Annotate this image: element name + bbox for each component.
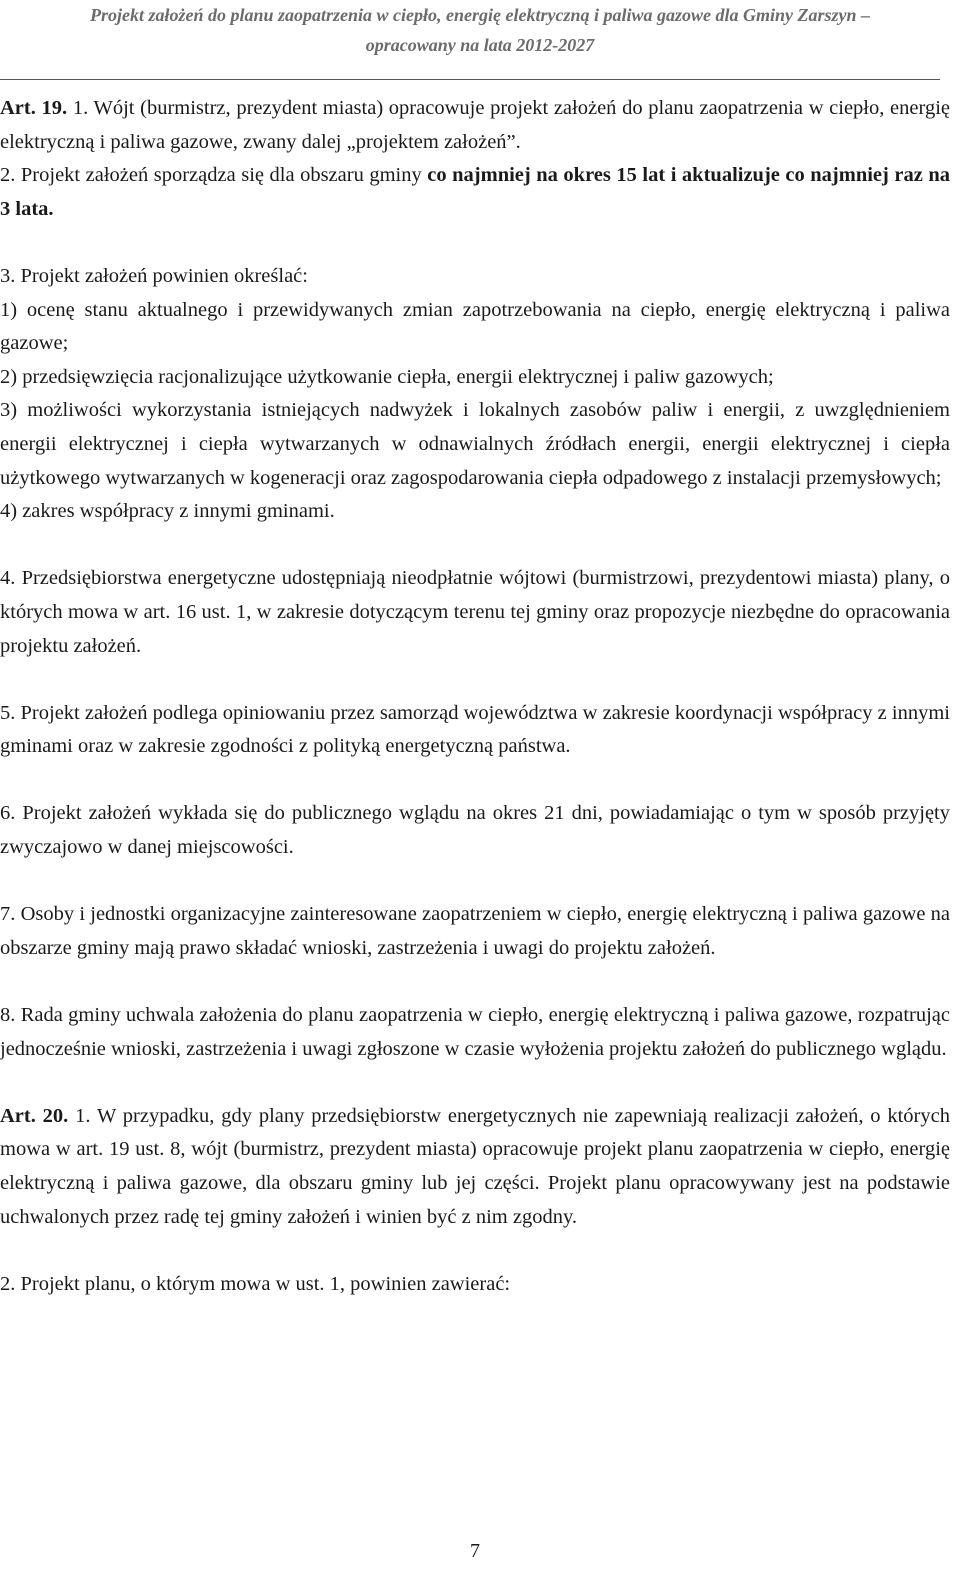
art19-paragraph-3 bbox=[0, 260, 950, 529]
page-header bbox=[0, 0, 960, 60]
art19-p3-item-2: 2) przedsięwzięcia racjonalizujące użytkowanie ciepła, energii elektrycznej i paliw gazowych; bbox=[0, 365, 774, 388]
page-number: 7 bbox=[470, 1540, 480, 1562]
art20-p1-text: 1. W przypadku, gdy plany przedsiębiorstw energetycznych nie zapewniają realizacji założeń, o których mowa w art. 19 ust. 8, wójt (burmistrz, prezydent miasta) opracowuje projekt planu zaopatrzenia w ciepło, energię elektryczną i paliwa gazowe, dla obszaru gminy lub jej części. Projekt planu opracowywany jest na podstawie uchwalonych przez radę tej gminy założeń i winien być z nim zgodny. bbox=[0, 1104, 950, 1228]
art19-p3-intro: 3. Projekt założeń powinien określać: bbox=[0, 264, 308, 287]
document-body bbox=[0, 92, 950, 1335]
art19-p3-item-4: 4) zakres współpracy z innymi gminami. bbox=[0, 500, 335, 523]
art19-p2-text: 2. Projekt założeń sporządza się dla obszaru gminy bbox=[0, 164, 428, 187]
art19-paragraph-8: 8. Rada gminy uchwala założenia do planu zaopatrzenia w ciepło, energię elektryczną i paliwa gazowe, rozpatrując jednocześnie wnioski, zastrzeżenia i uwagi zgłoszone w czasie wyłożenia projektu założeń do publicznego wglądu. bbox=[0, 1004, 950, 1060]
art19-p3-item-1: 1) ocenę stanu aktualnego i przewidywanych zmian zapotrzebowania na ciepło, energię elektryczną i paliwa gazowe; bbox=[0, 298, 950, 355]
art19-paragraph-6: 6. Projekt założeń wykłada się do publicznego wglądu na okres 21 dni, powiadamiając o tym w sposób przyjęty zwyczajowo w danej miejscowości. bbox=[0, 802, 950, 859]
art20-paragraph-2: 2. Projekt planu, o którym mowa w ust. 1, powinien zawierać: bbox=[0, 1272, 511, 1295]
header-subtitle: opracowany na lata 2012-2027 bbox=[365, 35, 595, 55]
art19-p1-text: 1. Wójt (burmistrz, prezydent miasta) opracowuje projekt założeń do planu zaopatrzenia w ciepło, energię elektryczną i paliwa gazowe, zwany dalej „projektem założeń”. bbox=[0, 97, 950, 153]
art19-paragraph-4: 4. Przedsiębiorstwa energetyczne udostępniają nieodpłatnie wójtowi (burmistrzowi, prezydentowi miasta) plany, o których mowa w art. 16 ust. 1, w zakresie dotyczącym terenu tej gminy oraz propozycje niezbędne do opracowania projektu założeń. bbox=[0, 567, 950, 657]
art19-paragraph-1 bbox=[0, 92, 950, 159]
art20-paragraph-1 bbox=[0, 1100, 950, 1234]
art20-heading: Art. 20. bbox=[0, 1104, 76, 1127]
art19-heading: Art. 19. bbox=[0, 97, 73, 119]
art19-paragraph-2 bbox=[0, 159, 950, 226]
art19-p2-bold: co najmniej na okres 15 lat i aktualizuje co najmniej raz na 3 lata. bbox=[0, 164, 950, 220]
art19-paragraph-7: 7. Osoby i jednostki organizacyjne zainteresowane zaopatrzeniem w ciepło, energię elektryczną i paliwa gazowe na obszarze gminy mają prawo składać wnioski, zastrzeżenia i uwagi do projektu założeń. bbox=[0, 903, 950, 959]
header-divider bbox=[0, 79, 940, 80]
art19-p3-item-3: 3) możliwości wykorzystania istniejących nadwyżek i lokalnych zasobów paliw i energii, z uwzględnieniem energii elektrycznej i ciepła wytwarzanych w odnawialnych źródłach energii, energii elektrycznej i ciepła użytkowego wytwarzanych w kogeneracji oraz zagospodarowania ciepła odpadowego z instalacji przemysłowych; bbox=[0, 399, 950, 489]
header-title: Projekt założeń do planu zaopatrzenia w ciepło, energię elektryczną i paliwa gazowe dla Gminy Zarszyn – bbox=[89, 5, 870, 25]
art19-paragraph-5: 5. Projekt założeń podlega opiniowaniu przez samorząd województwa w zakresie koordynacji współpracy z innymi gminami oraz w zakresie zgodności z polityką energetyczną państwa. bbox=[0, 701, 950, 758]
